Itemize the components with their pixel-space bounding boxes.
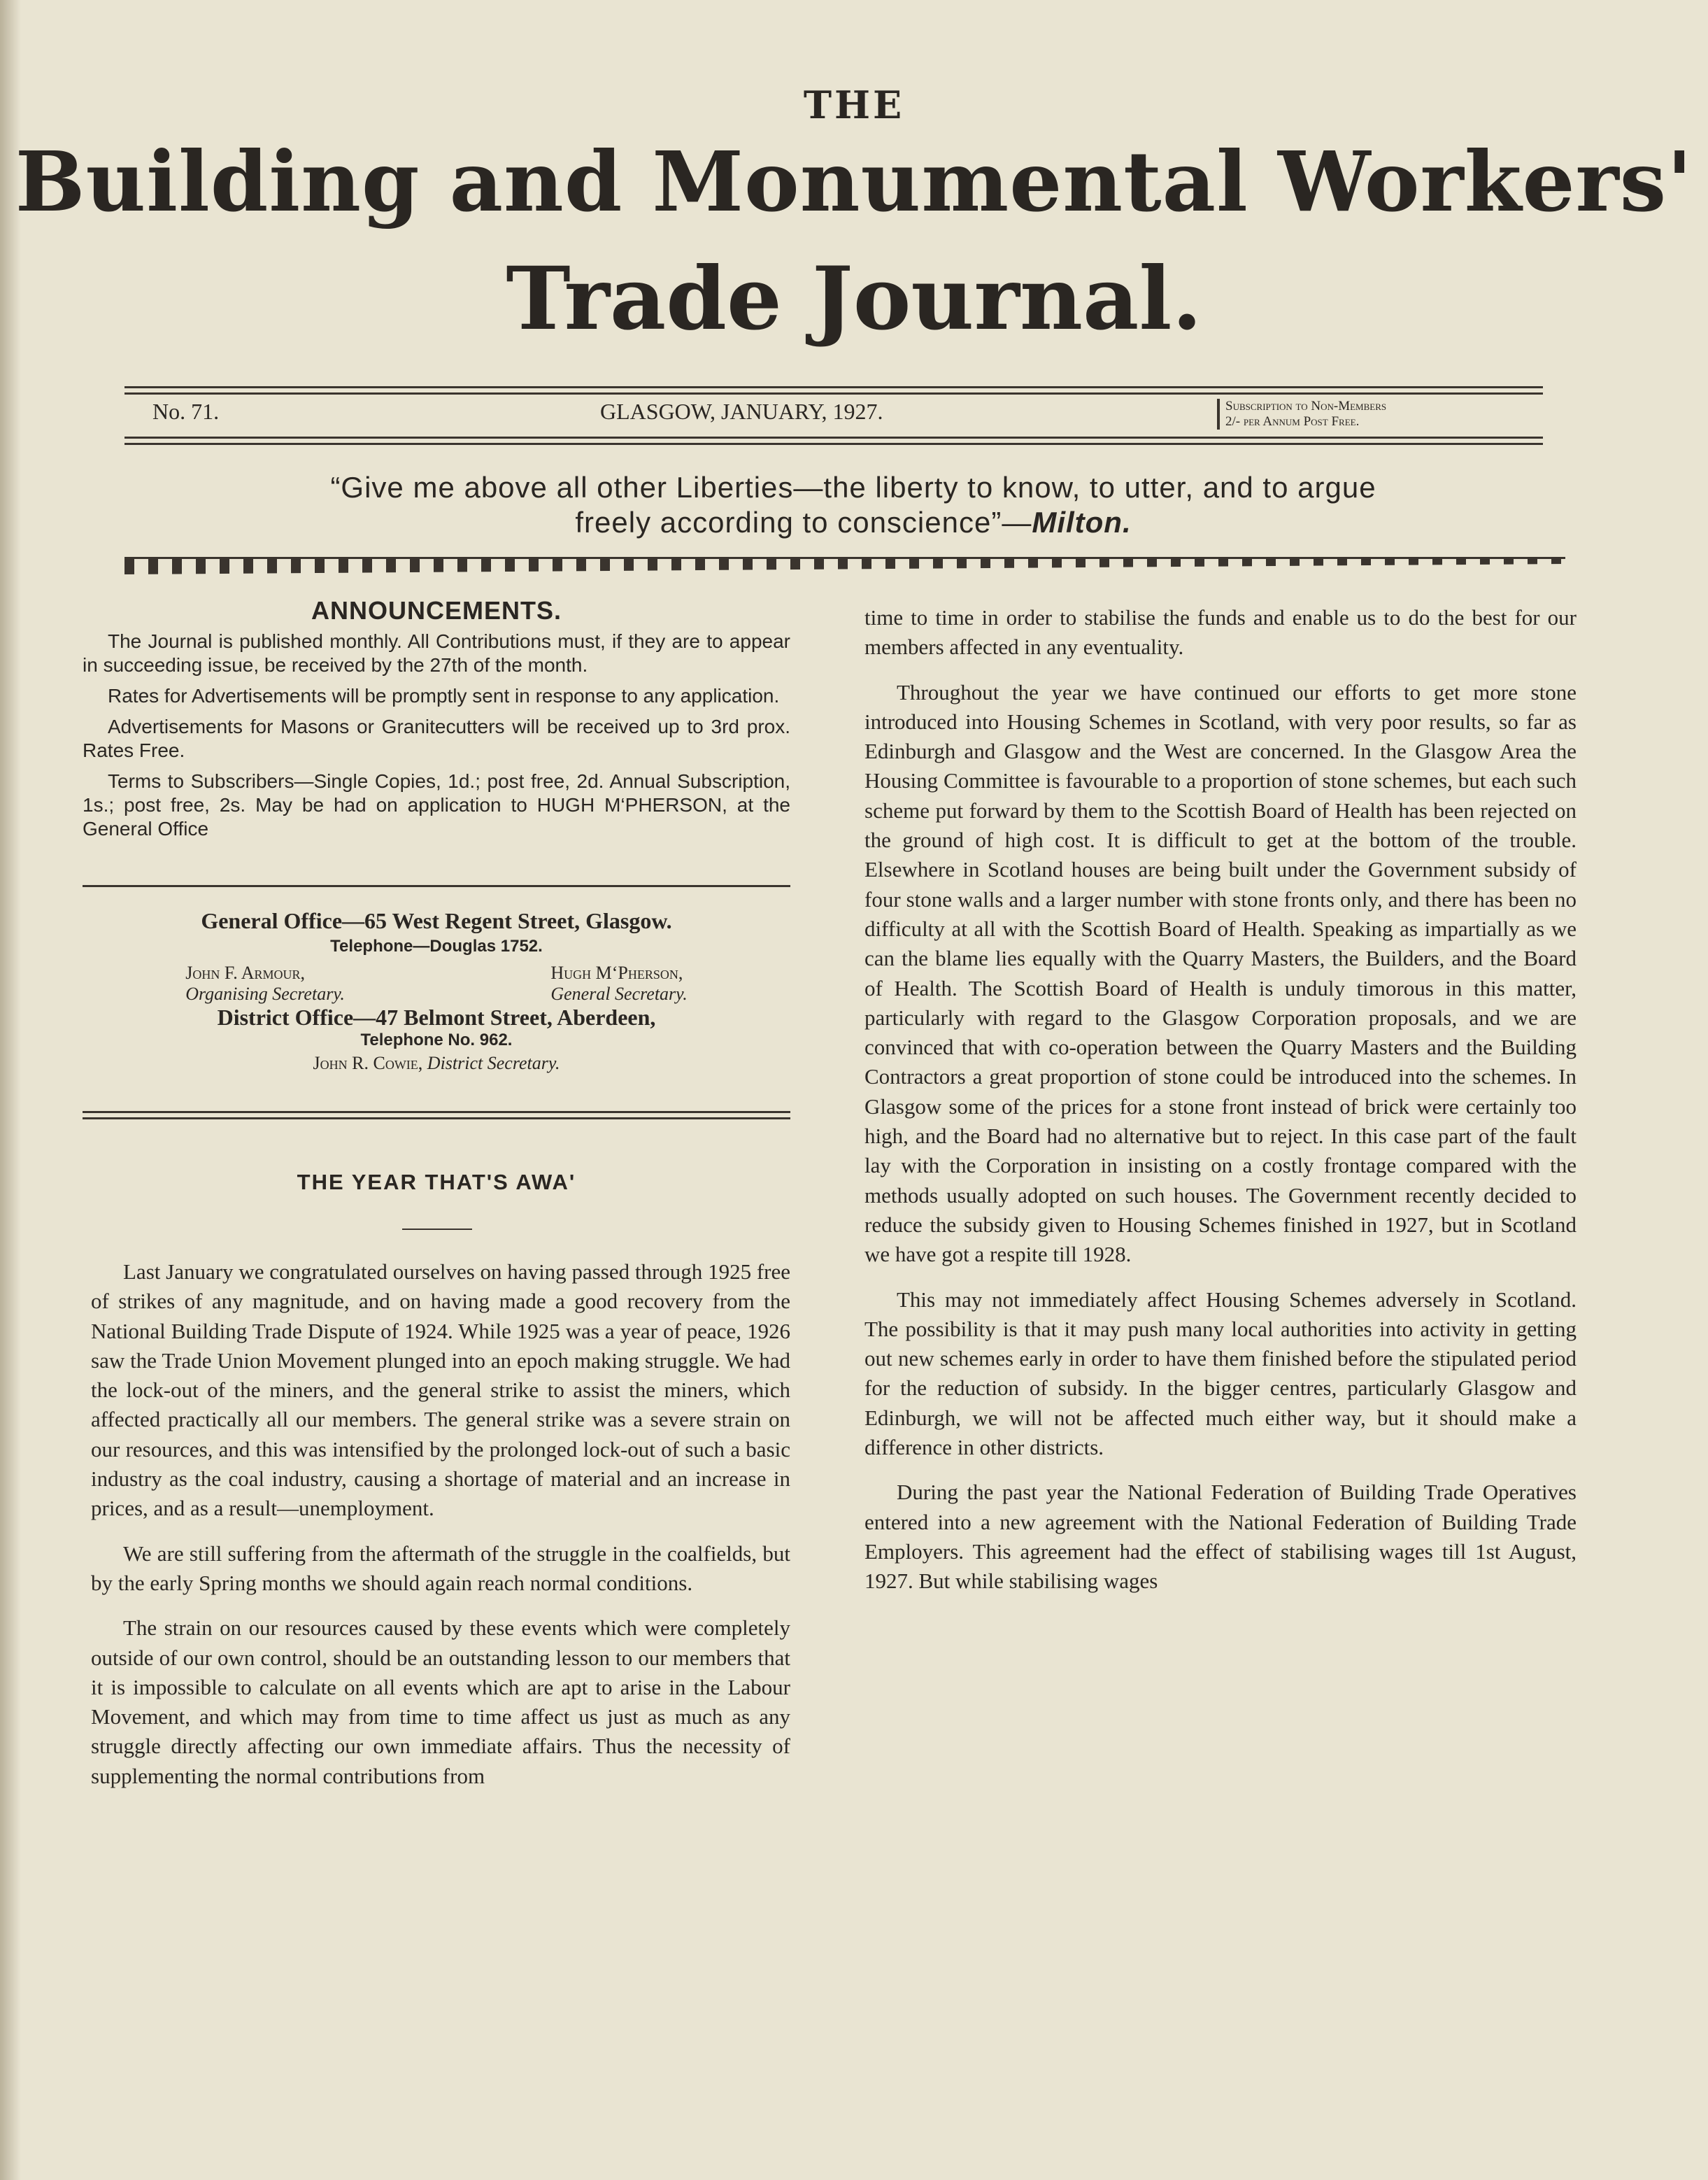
subscription-line2: 2/- per Annum Post Free. <box>1225 414 1360 429</box>
ornamental-rule <box>124 557 1565 574</box>
article-right-column <box>864 603 1577 1612</box>
issue-number: No. 71. <box>152 399 220 424</box>
article-left-column <box>91 1257 790 1806</box>
organising-secretary-role: Organising Secretary. <box>185 984 345 1004</box>
district-secretary-role: District Secretary. <box>427 1053 560 1073</box>
article-paragraph: The strain on our resources caused by these events which were completely outside of our own control, should be an outstanding lesson to our members that it is impossible to calculate on all events which are apt to arise in the Labour Movement, and which may from time to time affect us just as much as any struggle directly affecting our own immediate affairs. Thus the necessity of supplementing the normal contributions from <box>91 1615 790 1788</box>
district-office-phone: Telephone No. 962. <box>360 1031 513 1049</box>
offices-double-rule <box>83 1111 790 1119</box>
offices-block <box>83 908 790 1076</box>
general-office-address: General Office—65 West Regent Street, Glasgow. <box>201 908 672 933</box>
organising-secretary-name: John F. Armour, <box>185 963 306 983</box>
announcement-item: Rates for Advertisements will be promptly sent in response to any application. <box>108 685 780 707</box>
announcement-item: Advertisements for Masons or Granitecutters will be received up to 3rd prox. Rates Free. <box>83 716 790 761</box>
quote-line1: “Give me above all other Liberties—the liberty to know, to utter, and to argue <box>330 471 1376 504</box>
article-paragraph: time to time in order to stabilise the funds and enable us to do the best for our members affected in any eventuality. <box>864 605 1577 660</box>
announcements-section <box>83 596 790 848</box>
article-paragraph: We are still suffering from the aftermath of the struggle in the coalfields, but by the early Spring months we should again reach normal conditions. <box>91 1541 790 1595</box>
announcement-item: Terms to Subscribers—Single Copies, 1d.; post free, 2d. Annual Subscription, 1s.; post free, 2s. May be had on application to HUGH M‘PHERSON, at the General Office <box>83 770 790 840</box>
masthead-title-line2: Trade Journal. <box>506 248 1202 350</box>
district-secretary-name: John R. Cowie, <box>313 1053 423 1073</box>
quote-author: Milton. <box>1032 506 1132 539</box>
epigraph-quote <box>140 470 1567 540</box>
issue-place-date: GLASGOW, JANUARY, 1927. <box>600 399 883 424</box>
announcements-rule <box>83 885 790 887</box>
article-paragraph: During the past year the National Federation of Building Trade Operatives entered into a new agreement with the National Federation of Building Trade Employers. This agreement had the effect of stabilising wages till 1st August, 1927. But while stabilising wages <box>864 1480 1577 1594</box>
article-paragraph: Throughout the year we have continued our efforts to get more stone introduced into Housing Schemes in Scotland, with very poor results, so far as Edinburgh and Glasgow and the West are concerned. In the Glasgow Area the Housing Committee is favourable to a proportion of stone schemes, but each such scheme put forward by them to the Scottish Board of Health has been rejected on the ground of high cost. It is difficult to get at the bottom of the trouble. Elsewhere in Scotland houses are being built under the Government subsidy of four stone walls and a larger number with stone fronts only, and there has been no difficulty at all with the Scottish Board of Health. Speaking as impartially as we can the blame lies equally with the Quarry Masters, the Builders, and the Board of Health. The Scottish Board of Health is unduly timorous in this matter, particularly with regard to the Glasgow Corporation proposals, and we are convinced that with co-operation between the Quarry Masters and the Building Contractors a great proportion of stone could be introduced into the schemes. In Glasgow some of the prices for a stone front instead of brick were certainly too high, and the Board had no alternative but to reject. In this case part of the fault lay with the Corporation in insisting on a costly frontage compared with the methods usually adopted on such houses. The Government recently decided to reduce the subsidy given to Housing Schemes finished in 1927, but in Scotland we have got a respite till 1928. <box>864 679 1577 1267</box>
quote-line2: freely according to conscience”— <box>575 506 1032 539</box>
announcement-item: The Journal is published monthly. All Contributions must, if they are to appear in succeeding issue, be received by the 27th of the month. <box>83 630 790 676</box>
subscription-line1: Subscription to Non-Members <box>1225 399 1387 413</box>
masthead-the: THE <box>803 83 905 127</box>
general-secretary-name: Hugh M‘Pherson, <box>550 963 683 983</box>
masthead-title-line1: Building and Monumental Workers' <box>15 133 1693 230</box>
article-paragraph: This may not immediately affect Housing Schemes adversely in Scotland. The possibility is that it may push many local authorities into activity in getting out new schemes early in order to have them finished before the stipulated period for the reduction of subsidy. In the bigger centres, particularly Glasgow and Edinburgh, we will not be affected much either way, but it should make a difference in other districts. <box>864 1287 1577 1460</box>
article-title: THE YEAR THAT'S AWA' <box>297 1170 576 1194</box>
masthead-double-rule <box>124 386 1543 395</box>
general-office-phone: Telephone—Douglas 1752. <box>330 937 543 956</box>
article-paragraph: Last January we congratulated ourselves on having passed through 1925 free of strikes of any magnitude, and on having made a good recovery from the National Building Trade Dispute of 1924. While 1925 was a year of peace, 1926 saw the Trade Union Movement plunged into an epoch making struggle. We had the lock-out of the miners, and the general strike to assist the miners, which affected practically all our members. The general strike was a severe strain on our resources, and this was intensified by the prolonged lock-out of such a basic industry as the coal industry, causing a shortage of material and an increase in prices, and as a result—unemployment. <box>91 1259 790 1521</box>
district-office-address: District Office—47 Belmont Street, Aberdeen, <box>217 1005 656 1030</box>
announcements-heading: ANNOUNCEMENTS. <box>311 596 562 625</box>
issue-double-rule <box>124 437 1543 445</box>
general-secretary-role: General Secretary. <box>550 984 688 1004</box>
title-short-rule <box>402 1229 472 1230</box>
subscription-note <box>1217 399 1386 430</box>
